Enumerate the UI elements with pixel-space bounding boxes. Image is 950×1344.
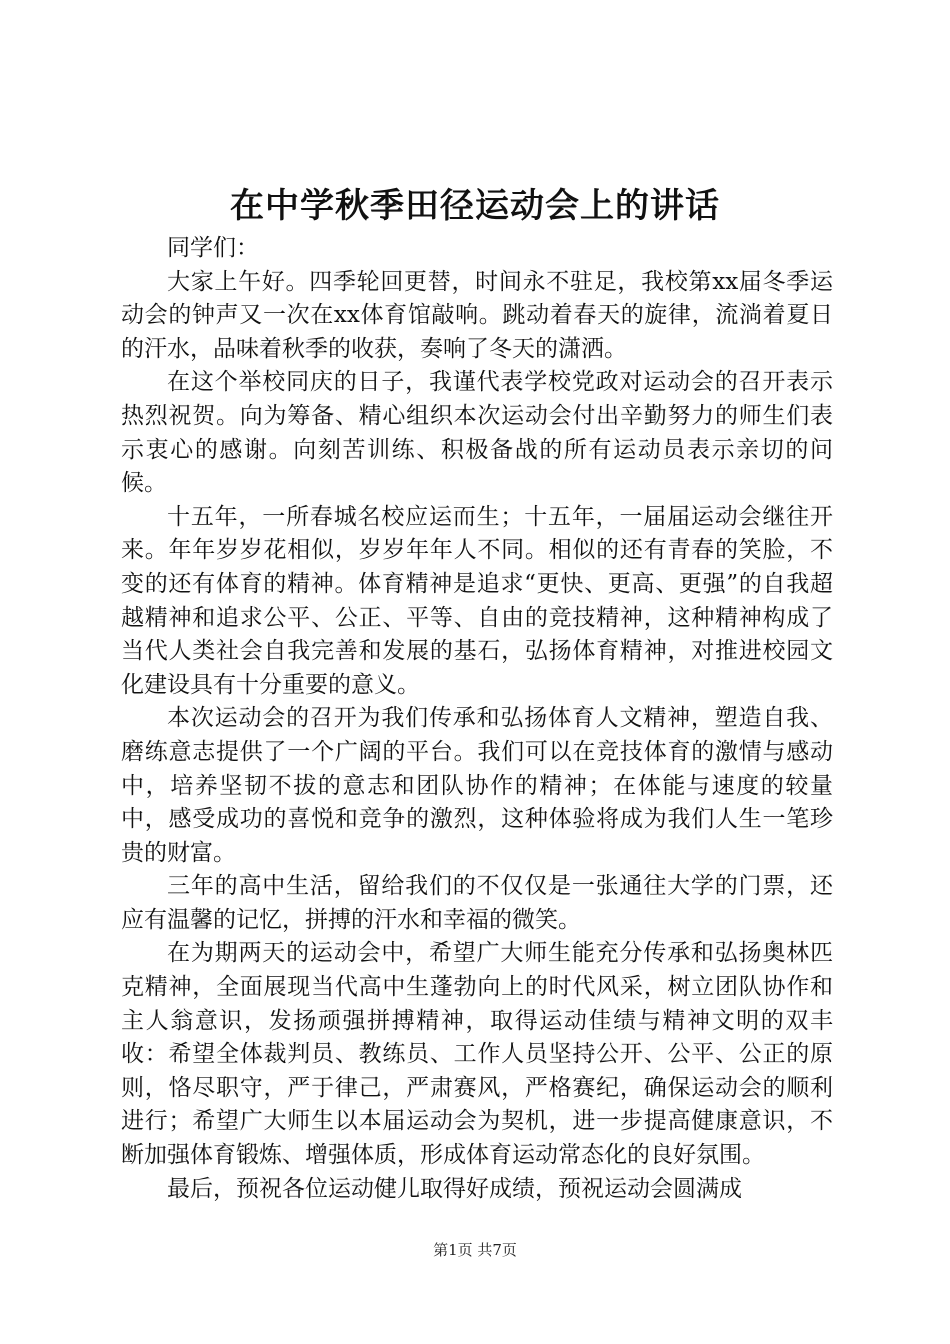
paragraph: 在为期两天的运动会中，希望广大师生能充分传承和弘扬奥林匹克精神，全面展现当代高中生蓬勃向上的时代风采，树立团队协作和主人翁意识，发扬顽强拼搏精神，取得运动佳绩与精神文明的双丰收：希望全体裁判员、教练员、工作人员坚持公开、公平、公正的原则，恪尽职守，严于律己，严肃赛风，严格赛纪，确保运动会的顺利进行；希望广大师生以本届运动会为契机，进一步提高健康意识，不断加强体育锻炼、增强体质，形成体育运动常态化的良好氛围。 xyxy=(121,940,833,1169)
paragraph: 大家上午好。四季轮回更替，时间永不驻足，我校第xx届冬季运动会的钟声又一次在xx体育馆敲响。跳动着春天的旋律，流淌着夏日的汗水，品味着秋季的收获，奏响了冬天的潇洒。 xyxy=(121,268,833,362)
paragraph: 三年的高中生活，留给我们的不仅仅是一张通往大学的门票，还应有温馨的记忆，拼搏的汗水和幸福的微笑。 xyxy=(121,873,833,933)
paragraph-salutation: 同学们： xyxy=(167,235,259,261)
paragraph: 在这个举校同庆的日子，我谨代表学校党政对运动会的召开表示热烈祝贺。向为筹备、精心组织本次运动会付出辛勤努力的师生们表示衷心的感谢。向刻苦训练、积极备战的所有运动员表示亲切的问候。 xyxy=(121,369,833,497)
page-number-footer: 第1页 共7页 xyxy=(433,1241,517,1259)
page-title: 在中学秋季田径运动会上的讲话 xyxy=(230,186,720,226)
paragraph: 十五年，一所春城名校应运而生；十五年，一届届运动会继往开来。年年岁岁花相似，岁岁年年人不同。相似的还有青春的笑脸，不变的还有体育的精神。体育精神是追求“更快、更高、更强”的自我超越精神和追求公平、公正、平等、自由的竞技精神，这种精神构成了当代人类社会自我完善和发展的基石，弘扬体育精神，对推进校园文化建设具有十分重要的意义。 xyxy=(121,503,833,698)
paragraph: 最后，预祝各位运动健儿取得好成绩，预祝运动会圆满成 xyxy=(167,1175,742,1202)
paragraph: 本次运动会的召开为我们传承和弘扬体育人文精神，塑造自我、磨练意志提供了一个广阔的平台。我们可以在竞技体育的激情与感动中，培养坚韧不拔的意志和团队协作的精神；在体能与速度的较量中，感受成功的喜悦和竞争的激烈，这种体验将成为我们人生一笔珍贵的财富。 xyxy=(121,705,833,866)
document-body xyxy=(121,232,833,1206)
